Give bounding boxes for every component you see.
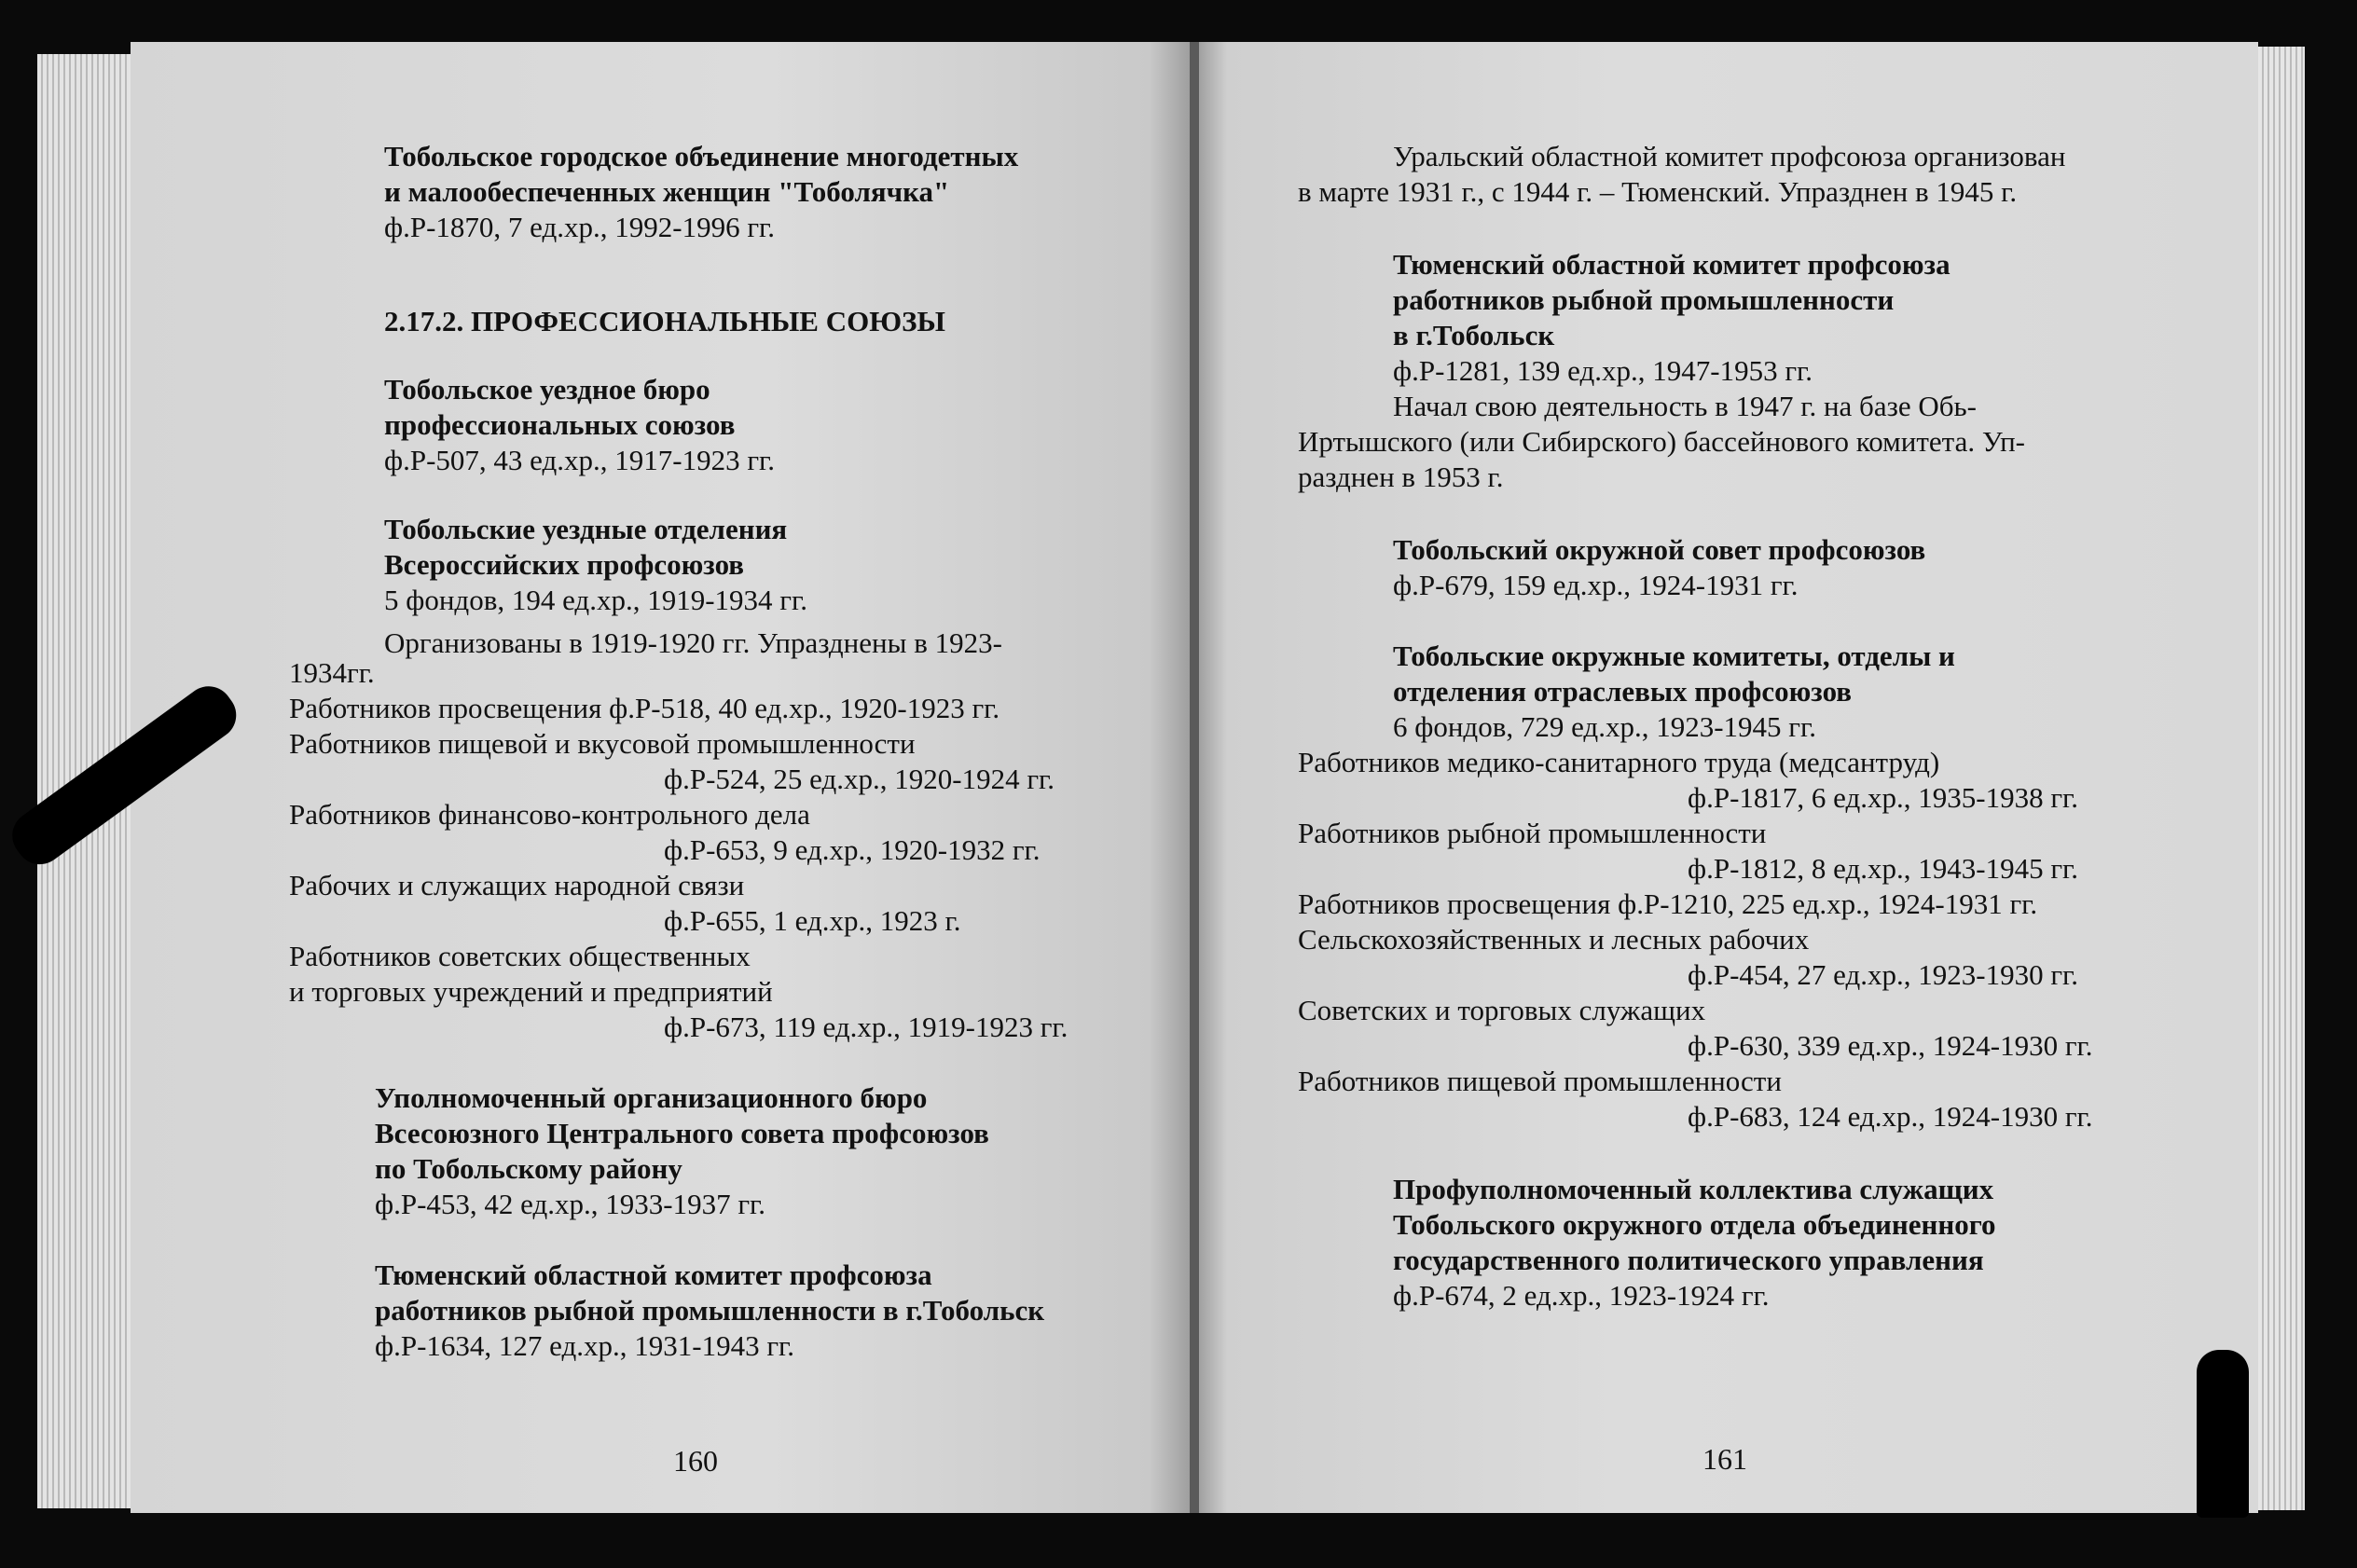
heading-line: Профуполномоченный коллектива служащих <box>1393 1173 1994 1205</box>
text-line: ф.Р-674, 2 ед.хр., 1923-1924 гг. <box>1393 1279 1770 1312</box>
heading-line: Тобольское уездное бюро <box>384 373 710 406</box>
text-line: ф.Р-454, 27 ед.хр., 1923-1930 гг. <box>1688 958 2079 991</box>
text-line: Работников советских общественных <box>289 940 751 972</box>
text-line: Работников просвещения ф.Р-518, 40 ед.хр., 1920-1923 гг. <box>289 692 1000 724</box>
text-line: ф.Р-507, 43 ед.хр., 1917-1923 гг. <box>384 444 776 476</box>
heading-line: Тобольские окружные комитеты, отделы и <box>1393 640 1955 672</box>
text-line: в марте 1931 г., с 1944 г. – Тюменский. Упразднен в 1945 г. <box>1298 175 2018 208</box>
text-line: ф.Р-1817, 6 ед.хр., 1935-1938 гг. <box>1688 781 2079 814</box>
text-line: Рабочих и служащих народной связи <box>289 869 745 901</box>
heading-line: Всероссийских профсоюзов <box>384 548 745 581</box>
text-line: и торговых учреждений и предприятий <box>289 975 773 1008</box>
text-line: Организованы в 1919-1920 гг. Упразднены в 1923- <box>384 626 1002 659</box>
text-line: ф.Р-1281, 139 ед.хр., 1947-1953 гг. <box>1393 354 1813 387</box>
text-line: Работников финансово-контрольного дела <box>289 798 810 831</box>
text-line: Иртышского (или Сибирского) бассейнового комитета. Уп- <box>1298 425 2025 458</box>
text-line: ф.Р-453, 42 ед.хр., 1933-1937 гг. <box>375 1188 766 1220</box>
text-line: Работников медико-санитарного труда (медсантруд) <box>1298 746 1940 778</box>
heading-line: профессиональных союзов <box>384 408 736 441</box>
page-number-right: 161 <box>1702 1442 1747 1476</box>
text-line: ф.Р-630, 339 ед.хр., 1924-1930 гг. <box>1688 1029 2093 1062</box>
text-line: Работников рыбной промышленности <box>1298 817 1767 849</box>
text-line: ф.Р-679, 159 ед.хр., 1924-1931 гг. <box>1393 569 1799 601</box>
heading-line: Уполномоченный организационного бюро <box>375 1081 928 1114</box>
book-gutter <box>1190 42 1199 1513</box>
text-line: Работников пищевой и вкусовой промышленности <box>289 727 916 760</box>
heading-line: и малообеспеченных женщин "Тоболячка" <box>384 175 950 208</box>
text-line: ф.Р-1812, 8 ед.хр., 1943-1945 гг. <box>1688 852 2079 885</box>
text-line: ф.Р-1870, 7 ед.хр., 1992-1996 гг. <box>384 211 776 243</box>
text-line: Начал свою деятельность в 1947 г. на базе Обь- <box>1393 390 1977 422</box>
text-line: ф.Р-673, 119 ед.хр., 1919-1923 гг. <box>664 1011 1068 1043</box>
text-line: разднен в 1953 г. <box>1298 461 1504 493</box>
text-line: ф.Р-683, 124 ед.хр., 1924-1930 гг. <box>1688 1100 2093 1133</box>
text-line: ф.Р-524, 25 ед.хр., 1920-1924 гг. <box>664 763 1055 795</box>
text-line: 5 фондов, 194 ед.хр., 1919-1934 гг. <box>384 584 807 616</box>
text-line: 1934гг. <box>289 656 375 689</box>
heading-line: по Тобольскому району <box>375 1152 682 1185</box>
text-line: 6 фондов, 729 ед.хр., 1923-1945 гг. <box>1393 710 1816 743</box>
text-line: ф.Р-653, 9 ед.хр., 1920-1932 гг. <box>664 833 1041 866</box>
text-line: Работников пищевой промышленности <box>1298 1065 1782 1097</box>
heading-line: Всесоюзного Центрального совета профсоюзов <box>375 1117 989 1149</box>
text-line: Сельскохозяйственных и лесных рабочих <box>1298 923 1810 956</box>
text-line: ф.Р-1634, 127 ед.хр., 1931-1943 гг. <box>375 1329 795 1362</box>
text-line: ф.Р-655, 1 ед.хр., 1923 г. <box>664 904 961 937</box>
heading-line: отделения отраслевых профсоюзов <box>1393 675 1853 708</box>
text-line: Советских и торговых служащих <box>1298 994 1706 1026</box>
heading-line: Тюменский областной комитет профсоюза <box>1393 248 1950 281</box>
heading-line: Тобольское городское объединение многодетных <box>384 140 1019 172</box>
heading-line: Тобольские уездные отделения <box>384 513 788 545</box>
heading-line: работников рыбной промышленности в г.Тобольск <box>375 1294 1045 1327</box>
text-line: Уральский областной комитет профсоюза организован <box>1393 140 2066 172</box>
bookmark-ribbon-right <box>2197 1350 2249 1518</box>
heading-line: государственного политического управления <box>1393 1244 1984 1276</box>
heading-line: Тобольский окружной совет профсоюзов <box>1393 533 1926 566</box>
heading-line: в г.Тобольск <box>1393 319 1555 351</box>
heading-line: Тюменский областной комитет профсоюза <box>375 1259 932 1291</box>
heading-line: работников рыбной промышленности <box>1393 283 1895 316</box>
heading-line: Тобольского окружного отдела объединенного <box>1393 1208 1996 1241</box>
page-number-left: 160 <box>673 1444 718 1478</box>
heading-line: 2.17.2. ПРОФЕССИОНАЛЬНЫЕ СОЮЗЫ <box>384 305 945 337</box>
text-line: Работников просвещения ф.Р-1210, 225 ед.хр., 1924-1931 гг. <box>1298 887 2038 920</box>
